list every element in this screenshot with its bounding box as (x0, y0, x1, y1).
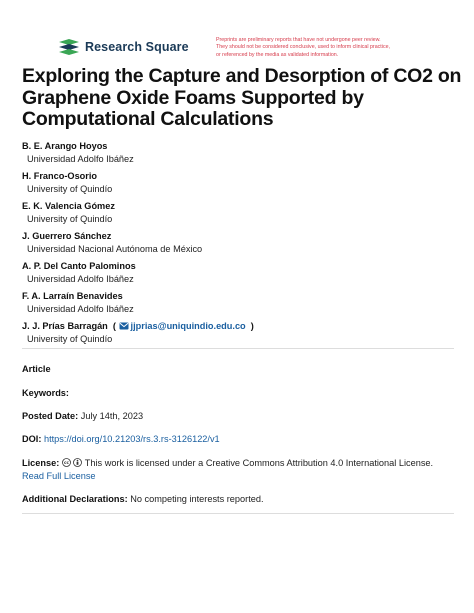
article-type: Article (22, 364, 51, 374)
author-list (22, 140, 462, 350)
author-affiliation: Universidad Adolfo Ibáñez (27, 274, 134, 284)
envelope-icon (119, 322, 129, 330)
author-entry (22, 170, 462, 196)
author-entry (22, 200, 462, 226)
posted-date-label: Posted Date: (22, 411, 79, 421)
divider (22, 348, 454, 349)
posted-date-row (22, 410, 462, 423)
email-close-paren: ) (248, 321, 254, 331)
author-affiliation: Universidad Nacional Autónoma de México (27, 244, 203, 254)
author-affiliation: University of Quindío (27, 184, 113, 194)
author-entry (22, 290, 462, 316)
article-type-row (22, 363, 462, 376)
author-affiliation: Universidad Adolfo Ibáñez (27, 304, 134, 314)
research-square-logo-icon (57, 38, 81, 56)
author-name[interactable]: J. Guerrero Sánchez (22, 231, 112, 241)
keywords-row (22, 387, 462, 400)
logo-text: Research Square (85, 40, 189, 54)
disclaimer-line: They should not be considered conclusive, used to inform clinical practice, (216, 44, 391, 51)
author-name[interactable]: F. A. Larraín Benavides (22, 291, 123, 301)
paper-title: Exploring the Capture and Desorption of CO2 on Graphene Oxide Foams Supported by Computational Calculations (22, 65, 462, 130)
email-open-paren: ( (110, 321, 116, 331)
declarations-row (22, 493, 462, 506)
license-row (22, 457, 462, 470)
author-entry (22, 260, 462, 286)
license-text: This work is licensed under a Creative Commons Attribution 4.0 International License. (84, 458, 434, 468)
author-name[interactable]: E. K. Valencia Gómez (22, 201, 115, 211)
author-email: jjprias@uniquindio.edu.co (130, 321, 246, 331)
doi-link[interactable]: https://doi.org/10.21203/rs.3.rs-3126122/v1 (43, 434, 220, 444)
author-entry (22, 320, 462, 346)
doi-label: DOI: (22, 434, 42, 444)
author-name[interactable]: J. J. Prías Barragán (22, 321, 108, 331)
author-entry (22, 140, 462, 166)
disclaimer-line: Preprints are preliminary reports that have not undergone peer review. (216, 37, 381, 43)
license-label: License: (22, 458, 60, 468)
author-name[interactable]: A. P. Del Canto Palominos (22, 261, 136, 271)
divider (22, 513, 454, 514)
author-name[interactable]: H. Franco-Osorio (22, 171, 98, 181)
preprint-disclaimer (216, 37, 456, 59)
doi-row (22, 433, 462, 446)
corresponding-author (22, 320, 462, 333)
svg-text:cc: cc (63, 460, 69, 466)
cc-icon (62, 458, 71, 467)
author-name[interactable]: B. E. Arango Hoyos (22, 141, 108, 151)
posted-date-value: July 14th, 2023 (80, 411, 144, 421)
author-entry (22, 230, 462, 256)
author-affiliation: Universidad Adolfo Ibáñez (27, 154, 134, 164)
disclaimer-line: or referenced by the media as validated information. (216, 51, 339, 58)
author-affiliation: University of Quindío (27, 214, 113, 224)
keywords-label: Keywords: (22, 388, 69, 398)
declarations-text: No competing interests reported. (130, 494, 264, 504)
research-square-logo[interactable] (57, 38, 189, 56)
author-email-link[interactable] (119, 321, 246, 331)
read-license-row (22, 470, 462, 483)
attribution-icon (73, 458, 82, 467)
read-full-license-link[interactable]: Read Full License (22, 471, 96, 481)
author-affiliation: University of Quindío (27, 334, 113, 344)
declarations-label: Additional Declarations: (22, 494, 128, 504)
